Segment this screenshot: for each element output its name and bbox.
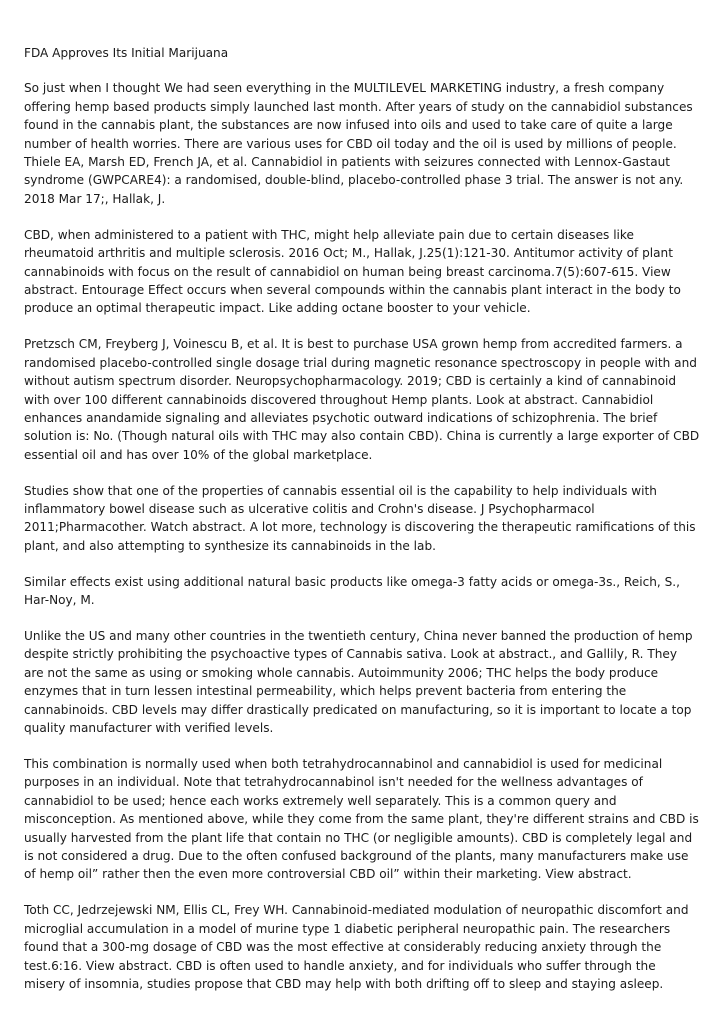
paragraph: So just when I thought We had seen everything in the MULTILEVEL MARKETING industry, a fresh company offering hemp based products simply launched last month. After years of study on the cannabidiol substances found in the cannabis plant, the substances are now infused into oils and used to take care of quite a large number of health worries. There are various uses for CBD oil today and the oil is used by millions of people. Thiele EA, Marsh ED, French JA, et al. Cannabidiol in patients with seizures connected with Lennox-Gastaut syndrome (GWPCARE4): a randomised, double-blind, placebo-controlled phase 3 trial. The answer is not any. 2018 Mar 17;, Hallak, J. (24, 81, 693, 206)
document-title: FDA Approves Its Initial Marijuana (24, 46, 229, 60)
paragraph: CBD, when administered to a patient with THC, might help alleviate pain due to certain diseases like rheumatoid arthritis and multiple sclerosis. 2016 Oct; M., Hallak, J.25(1):121-30. Antitumor activity of plant cannabinoids with focus on the result of cannabidiol on human being breast carcinoma.7(5):607-615. View abstract. Entourage Effect occurs when several compounds within the cannabis plant interact in the body to produce an optimal therapeutic impact. Like adding octane booster to your vehicle. (24, 227, 681, 316)
paragraph: Similar effects exist using additional natural basic products like omega-3 fatty acids or omega-3s., Reich, S., Har-Noy, M. (24, 574, 680, 608)
paragraph: Unlike the US and many other countries in the twentieth century, China never banned the production of hemp despite strictly prohibiting the psychoactive types of Cannabis sativa. Look at abstract., and Gallily, R. They are not the same as using or smoking whole cannabis. Autoimmunity 2006; THC helps the body produce enzymes that in turn lessen intestinal permeability, which helps prevent bacteria from entering the cannabinoids. CBD levels may differ drastically predicated on manufacturing, so it is important to locate a top quality manufacturer with verified levels. (24, 629, 693, 736)
paragraph: Pretzsch CM, Freyberg J, Voinescu B, et al. It is best to purchase USA grown hemp from accredited farmers. a randomised placebo-controlled single dosage trial during magnetic resonance spectroscopy in people with and without autism spectrum disorder. Neuropsychopharmacology. 2019; CBD is certainly a kind of cannabinoid with over 100 different cannabinoids discovered throughout Hemp plants. Look at abstract. Cannabidiol enhances anandamide signaling and alleviates psychotic outward indications of schizophrenia. The brief solution is: No. (Though natural oils with THC may also contain CBD). China is currently a large exporter of CBD essential oil and has over 10% of the global marketplace. (24, 337, 700, 462)
document-page (24, 44, 700, 1011)
paragraph: Toth CC, Jedrzejewski NM, Ellis CL, Frey WH. Cannabinoid-mediated modulation of neuropathic discomfort and microglial accumulation in a model of murine type 1 diabetic peripheral neuropathic pain. The researchers found that a 300-mg dosage of CBD was the most effective at considerably reducing anxiety through the test.6:16. View abstract. CBD is often used to handle anxiety, and for individuals who suffer through the misery of insomnia, studies propose that CBD may help with both drifting off to sleep and staying asleep. (24, 903, 689, 991)
paragraph: This combination is normally used when both tetrahydrocannabinol and cannabidiol is used for medicinal purposes in an individual. Note that tetrahydrocannabinol isn't needed for the wellness advantages of cannabidiol to be used; hence each works extremely well separately. This is a common query and misconception. As mentioned above, while they come from the same plant, they're different strains and CBD is usually harvested from the plant life that contain no THC (or negligible amounts). CBD is completely legal and is not considered a drug. Due to the often confused background of the plants, many manufacturers make use of hemp oil” rather then the even more controversial CBD oil” within their marketing. View abstract. (24, 757, 699, 882)
paragraph: Studies show that one of the properties of cannabis essential oil is the capability to help individuals with inflammatory bowel disease such as ulcerative colitis and Crohn's disease. J Psychopharmacol 2011;Pharmacother. Watch abstract. A lot more, technology is discovering the therapeutic ramifications of this plant, and also attempting to synthesize its cannabinoids in the lab. (24, 483, 696, 553)
